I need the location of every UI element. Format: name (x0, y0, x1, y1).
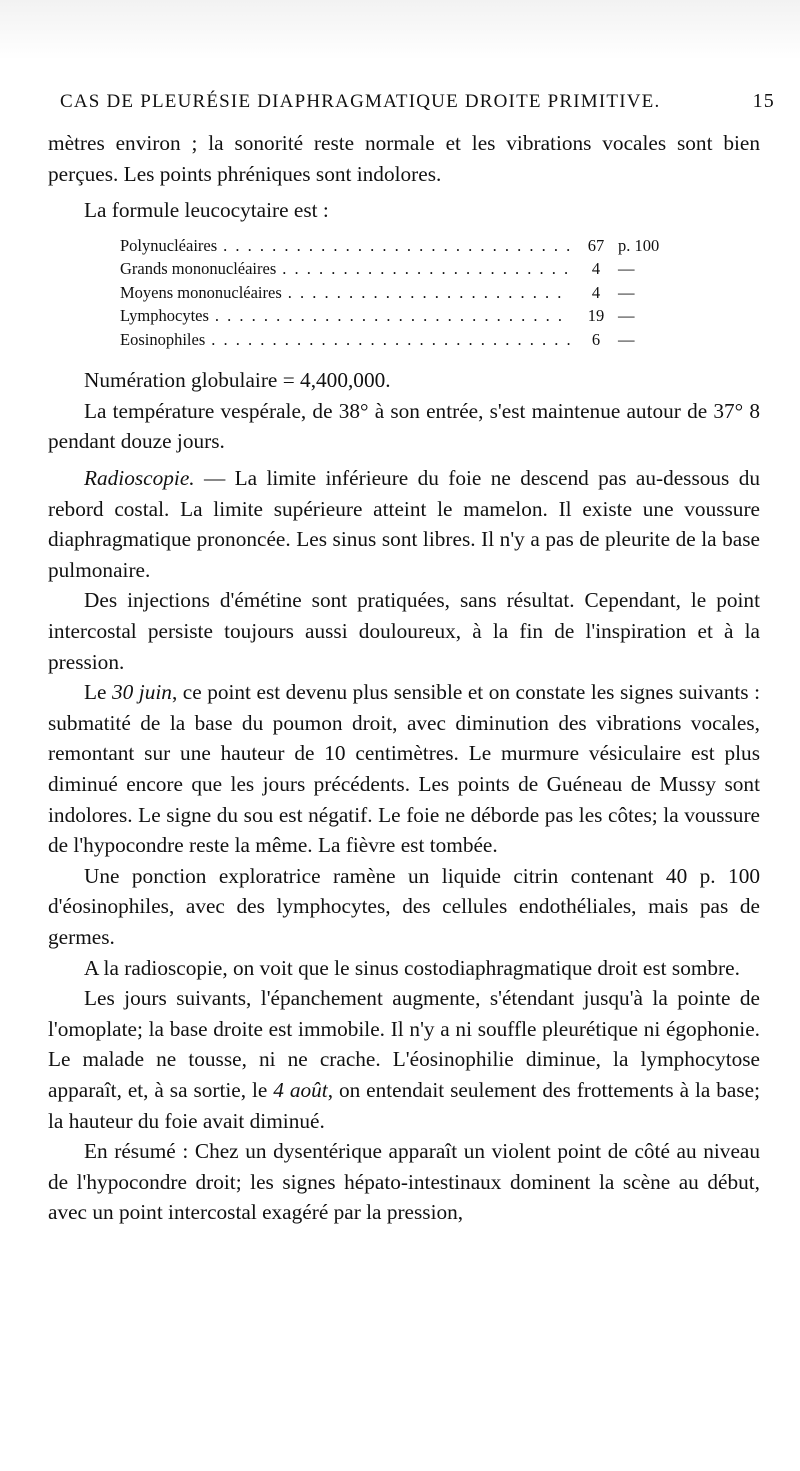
row-label: Polynucléaires (120, 235, 218, 255)
leucocyte-table (120, 234, 680, 352)
row-value: 4 (591, 259, 601, 279)
table-row (120, 257, 680, 281)
page-body (48, 128, 760, 1228)
running-title: CAS DE PLEURÉSIE DIAPHRAGMATIQUE DROITE PRIMITIVE. (60, 91, 661, 112)
paragraph-10 (48, 983, 760, 1136)
paragraph-8: Une ponction exploratrice ramène un liquide citrin contenant 40 p. 100 d'éosinophiles, avec des lymphocytes, des cellules endothéliales, mais pas de germes. (48, 863, 760, 949)
row-label: Lymphocytes (120, 306, 209, 326)
leader-dots (211, 328, 570, 352)
row-unit: p. 100 (618, 235, 660, 255)
paragraph-5 (48, 463, 760, 585)
row-label: Moyens mononucléaires (120, 282, 282, 302)
table-row (120, 328, 680, 352)
paragraph-2: La formule leucocytaire est : (84, 198, 329, 223)
leader-dots (215, 304, 570, 328)
paragraph-1: mètres environ ; la sonorité reste normale et les vibrations vocales sont bien perçues. Les points phréniques sont indolores. (48, 131, 760, 186)
leader-dots (223, 234, 570, 258)
row-label: Grands mononucléaires (120, 259, 277, 279)
table-row (120, 281, 680, 305)
paragraph-7-pre: Le (84, 680, 112, 705)
table-row (120, 304, 680, 328)
paragraph-10-post: , on entendait seulement des frottements à la base; la hauteur du foie avait diminué. (48, 1077, 760, 1133)
page-number: 15 (752, 90, 775, 112)
row-value: 4 (591, 282, 601, 302)
radioscopie-heading: Radioscopie. (84, 466, 195, 491)
paragraph-7 (48, 677, 760, 861)
table-row (120, 234, 680, 258)
row-unit: — (618, 259, 635, 279)
row-unit: — (618, 306, 635, 326)
paragraph-7-text: , ce point est devenu plus sensible et on constate les signes suivants : submatité de la base du poumon droit, avec diminution des vibrations vocales, remontant sur une hauteur de 10 centimètres. Le murmure vésiculaire est plus diminué encore que les jours précédents. Les points de Guéneau de Mussy sont indolores. Le signe du sou est négatif. Le foie ne déborde pas les côtes; la voussure de l'hypocondre reste la même. La fièvre est tombée. (48, 680, 760, 858)
row-value: 6 (591, 329, 601, 349)
row-value: 67 (587, 235, 605, 255)
leader-dots (282, 257, 570, 281)
date-30-juin: 30 juin (111, 680, 172, 705)
paragraph-11: En résumé : Chez un dysentérique apparaît un violent point de côté au niveau de l'hypocondre droit; les signes hépato-intestinaux dominent la scène au début, avec un point intercostal exagéré par la pression, (48, 1139, 760, 1225)
row-unit: — (618, 329, 635, 349)
paragraph-4: La température vespérale, de 38° à son entrée, s'est maintenue autour de 37° 8 pendant douze jours. (48, 398, 760, 454)
paragraph-10-pre: Les jours suivants, l'épanchement augmente, s'étendant jusqu'à la pointe de l'omoplate; la base droite est immobile. Il n'y a ni souffle pleurétique ni égophonie. Le malade ne tousse, ni ne crache. L'éosinophilie diminue, la lymphocytose apparaît, et, à sa sortie, le (48, 986, 760, 1102)
row-value: 19 (587, 306, 605, 326)
paragraph-5-text: — La limite inférieure du foie ne descend pas au-dessous du rebord costal. La limite supérieure atteint le mamelon. Il existe une voussure diaphragmatique prononcée. Les sinus sont libres. Il n'y a pas de pleurite de la base pulmonaire. (48, 466, 760, 582)
date-4-aout: 4 août (273, 1077, 328, 1102)
leader-dots (288, 281, 570, 305)
paragraph-3: Numération globulaire = 4,400,000. (84, 368, 391, 393)
paragraph-9: A la radioscopie, on voit que le sinus costodiaphragmatique droit est sombre. (84, 955, 740, 980)
running-header (60, 90, 775, 113)
paragraph-6: Des injections d'émétine sont pratiquées, sans résultat. Cependant, le point intercostal persiste toujours aussi douloureux, à la fin de l'inspiration et à la pression. (48, 588, 760, 674)
row-unit: — (618, 282, 635, 302)
row-label: Eosinophiles (120, 329, 206, 349)
